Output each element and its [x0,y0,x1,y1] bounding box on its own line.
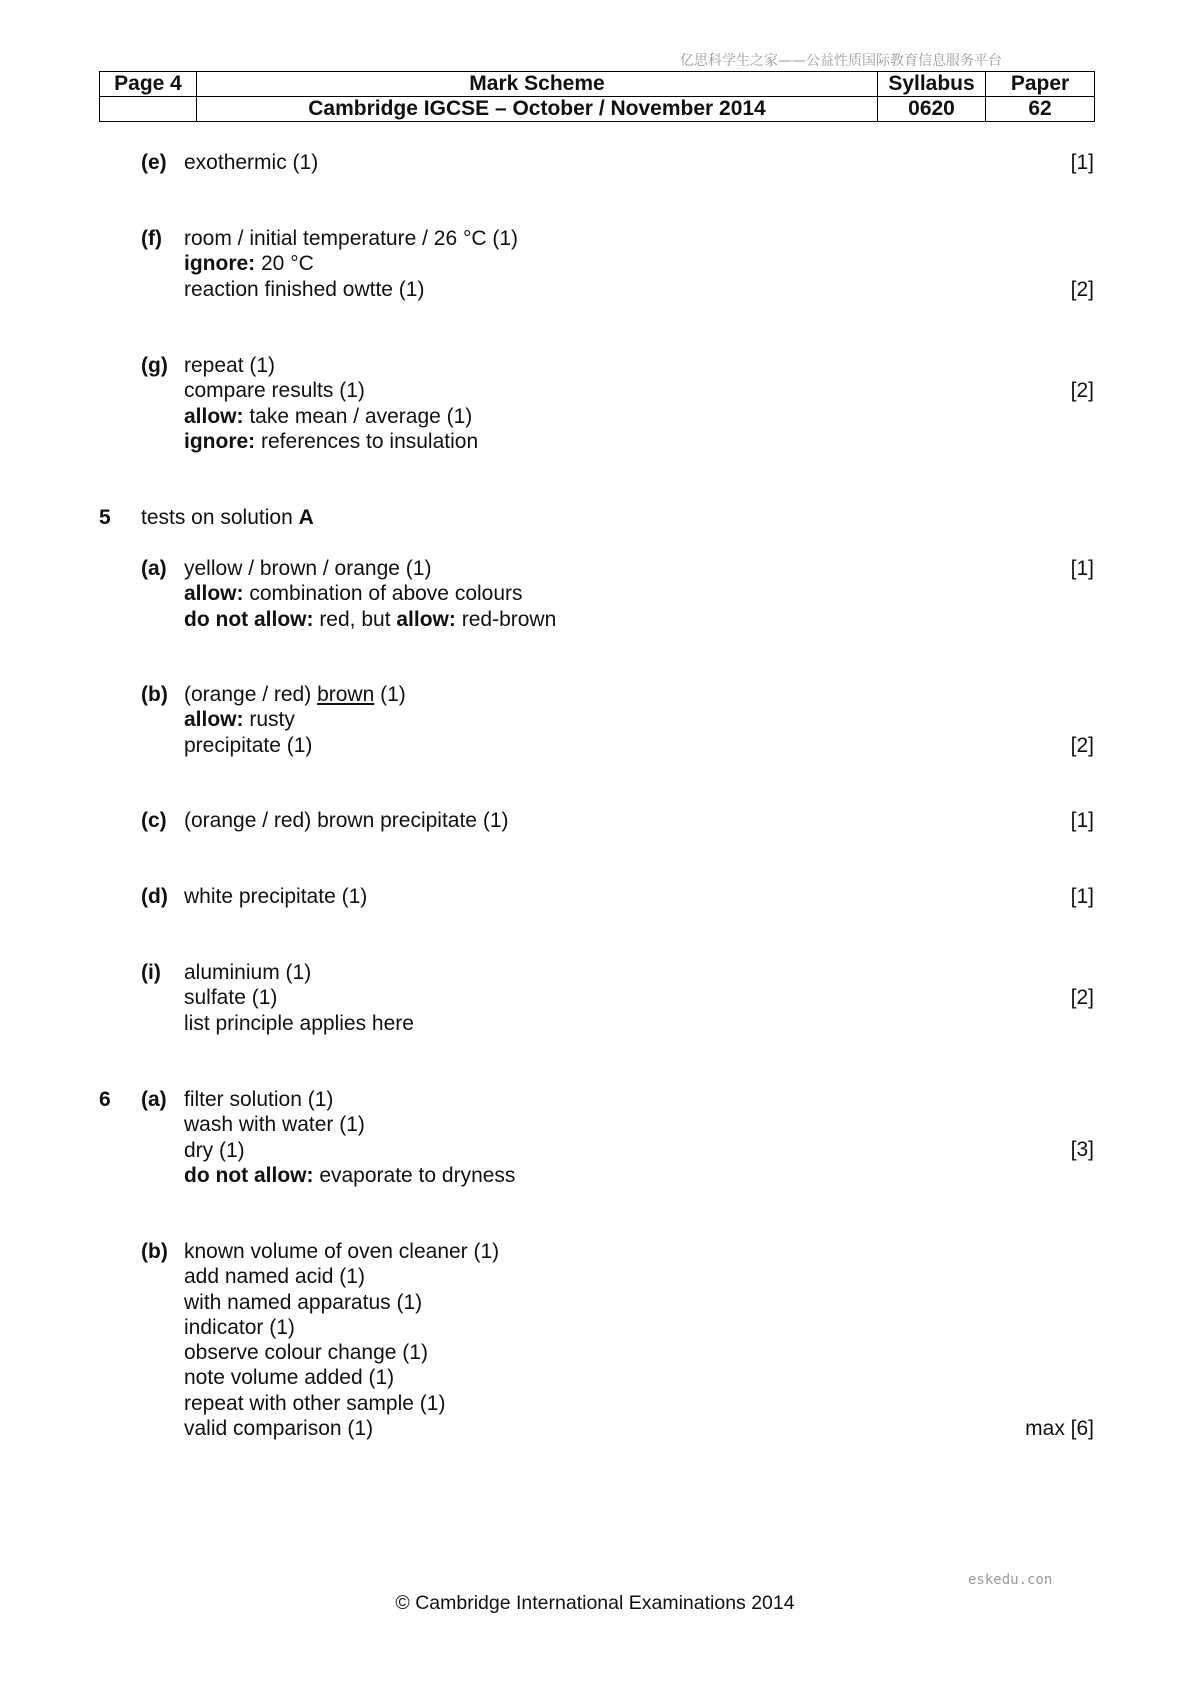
answer-line: white precipitate (1) [184,885,368,908]
copyright-footer: © Cambridge International Examinations 2014 [395,1592,795,1614]
mark-allocation: [1] [1070,809,1094,832]
answer-text: (1) [374,683,406,706]
answer-line [184,1163,515,1188]
part-label: (g) [141,354,168,377]
intro-text: tests on solution [141,506,299,529]
answer-line [184,429,478,454]
answer-lines [184,226,518,302]
part-label: (a) [141,557,167,580]
answer-line [184,682,406,707]
part-label: (b) [141,1240,168,1263]
answer-line: aluminium (1) [184,961,312,984]
answer-line: compare results (1) [184,379,365,403]
header-empty-cell [100,97,197,122]
answer-line: known volume of oven cleaner (1) [184,1240,500,1263]
answer-lines [184,808,509,833]
answer-line: yellow / brown / orange (1) [184,557,432,580]
part-label: (i) [141,961,161,984]
answer-line [184,607,556,632]
answer-text: take mean / average (1) [243,404,473,428]
answer-text: rusty [243,708,295,732]
question-number: 6 [99,1088,111,1111]
answer-line: sulfate (1) [184,986,278,1010]
mark-allocation: [2] [1070,379,1094,402]
keyword-do-not-allow: do not allow: [184,607,314,631]
underlined-keyword: brown [317,683,375,706]
answer-line: dry (1) [184,1138,245,1162]
answer-text: red, but [313,607,397,631]
part-label: (a) [141,1088,167,1111]
answer-lines [184,1239,499,1441]
keyword-allow: allow: [184,582,244,606]
answer-text: (orange / red) [184,683,318,706]
answer-line: room / initial temperature / 26 °C (1) [184,227,519,250]
answer-text: red-brown [455,607,557,631]
answer-lines [184,353,478,454]
syllabus-label: Syllabus [878,72,986,97]
answer-text: evaporate to dryness [313,1163,516,1187]
answer-line [184,581,556,606]
answer-lines [184,884,367,909]
answer-line: list principle applies here [184,1011,414,1035]
intro-solution-letter: A [298,506,314,529]
answer-text: 20 °C [255,252,314,276]
answer-line: precipitate (1) [184,733,313,757]
answer-line: reaction finished owtte (1) [184,277,425,301]
answer-text: references to insulation [255,429,479,453]
answer-lines [184,960,414,1036]
mark-allocation: [2] [1070,734,1094,757]
answer-line: repeat (1) [184,354,276,377]
header-table [99,71,1095,122]
mark-allocation: [2] [1070,986,1094,1009]
part-label: (f) [141,227,162,250]
answer-line: wash with water (1) [184,1113,365,1137]
part-label: (c) [141,809,167,832]
part-label: (b) [141,683,168,706]
keyword-ignore: ignore: [184,429,256,453]
mark-allocation: max [6] [1025,1417,1094,1440]
page-number: Page 4 [100,72,197,97]
answer-line: indicator (1) [184,1315,295,1339]
document-subtitle: Cambridge IGCSE – October / November 2014 [197,97,878,122]
part-label: (d) [141,885,168,908]
syllabus-value: 0620 [878,97,986,122]
mark-allocation: [2] [1070,278,1094,301]
paper-label: Paper [986,72,1095,97]
question-number: 5 [99,506,111,529]
keyword-allow: allow: [184,708,244,732]
answer-line: filter solution (1) [184,1088,334,1111]
question-intro [141,505,314,530]
watermark-top-text: 亿思科学生之家——公益性质国际教育信息服务平台 [680,53,1002,69]
mark-allocation: [1] [1070,151,1094,174]
answer-text: combination of above colours [243,582,523,606]
answer-lines [184,1087,515,1188]
answer-line: repeat with other sample (1) [184,1391,446,1415]
keyword-ignore: ignore: [184,252,256,276]
answer-line: (orange / red) brown precipitate (1) [184,809,509,832]
answer-lines [184,150,318,175]
answer-line: note volume added (1) [184,1366,395,1390]
mark-allocation: [1] [1070,885,1094,908]
answer-line [184,707,406,732]
answer-line [184,251,518,276]
answer-line [184,404,478,429]
answer-line: add named acid (1) [184,1265,365,1289]
part-label: (e) [141,151,167,174]
keyword-allow: allow: [184,404,244,428]
answer-line: exothermic (1) [184,151,319,174]
mark-allocation: [3] [1070,1138,1094,1161]
answer-line: with named apparatus (1) [184,1290,423,1314]
answer-lines [184,556,556,632]
document-title: Mark Scheme [197,72,878,97]
watermark-bottom-text: eskedu.con [968,1572,1053,1588]
answer-line: observe colour change (1) [184,1341,428,1365]
keyword-allow: allow: [396,607,456,631]
keyword-do-not-allow: do not allow: [184,1163,314,1187]
answer-lines [184,682,406,758]
mark-allocation: [1] [1070,557,1094,580]
paper-value: 62 [986,97,1095,122]
answer-line: valid comparison (1) [184,1417,374,1441]
